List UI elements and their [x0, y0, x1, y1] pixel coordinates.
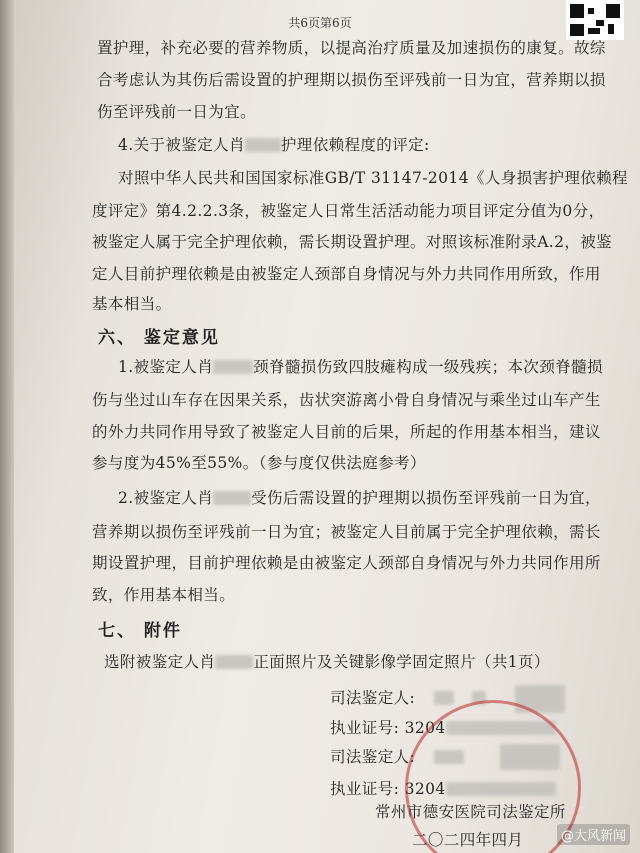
- paragraph-line: 的外力共同作用导致了被鉴定人目前的后果，所起的作用基本相当，建议: [92, 423, 601, 441]
- license-number: 3204: [404, 719, 446, 737]
- license-2: 执业证号: 3204: [330, 777, 556, 799]
- redacted-signature: [434, 691, 454, 705]
- paragraph-line: 营养期以损伤至评残前一日为宜；被鉴定人目前属于完全护理依赖，需长: [92, 523, 601, 541]
- item4-title: 4.关于被鉴定人肖 护理依赖程度的评定:: [118, 136, 430, 154]
- paragraph-line: 合考虑认为其伤后需设置的护理期以损伤至评残前一日为宜，营养期以损: [97, 71, 606, 89]
- redacted-name: [245, 138, 281, 152]
- opinion-2-line: 2.被鉴定人肖 受伤后需设置的护理期以损伤至评残前一日为宜，: [118, 489, 601, 507]
- paragraph-line: 致，作用基本相当。: [92, 586, 236, 604]
- paragraph-line: 对照中华人民共和国国家标准GB/T 31147-2014《人身损害护理依赖程: [118, 169, 628, 187]
- paragraph-line: 定人目前护理依赖是由被鉴定人颈部自身情况与外力共同作用所致，作用: [92, 265, 601, 283]
- redacted-name: [213, 491, 251, 505]
- news-watermark: @大风新闻: [557, 824, 630, 845]
- paragraph-line: 伤至评残前一日为宜。: [97, 103, 257, 121]
- section-heading-attachment: 七、 附件: [98, 621, 182, 641]
- paragraph-line: 度评定》第4.2.2.3条，被鉴定人日常生活活动能力项目评定分值为0分，: [92, 202, 605, 220]
- paragraph-line: 被鉴定人属于完全护理依赖，需长期设置护理。对照该标准附录A.2，被鉴: [92, 233, 613, 251]
- opinion-1-line: 1.被鉴定人肖 颈脊髓损伤致四肢瘫构成一级残疾；本次颈脊髓损: [118, 358, 603, 376]
- appraiser-1: 司法鉴定人:: [330, 685, 565, 713]
- attachment-line: 选附被鉴定人肖 正面照片及关键影像学固定照片（共1页）: [104, 653, 550, 671]
- paragraph-line: 伤与坐过山车存在因果关系，齿状突游离小骨自身情况与乘坐过山车产生: [92, 391, 601, 409]
- paragraph-line: 期设置护理，目前护理依赖是由被鉴定人颈部自身情况与外力共同作用所: [92, 554, 601, 572]
- page-fold-shadow: [0, 0, 14, 853]
- license-1: 执业证号: 3204: [330, 716, 556, 738]
- signing-date: 二〇二四年四月: [412, 831, 524, 849]
- page-number-header: 共6页第6页: [288, 16, 352, 30]
- paragraph-line: 参与度为45%至55%。（参与度仅供法庭参考）: [92, 454, 426, 472]
- paragraph-line: 基本相当。: [92, 295, 172, 313]
- section-heading-opinion: 六、 鉴定意见: [98, 328, 220, 348]
- institute-name: 常州市德安医院司法鉴定所: [375, 803, 566, 821]
- redacted-name: [213, 360, 253, 374]
- appraiser-2: 司法鉴定人:: [330, 744, 560, 770]
- paragraph-line: 置护理，补充必要的营养物质，以提高治疗质量及加速损伤的康复。故综: [97, 39, 606, 57]
- redacted-name: [215, 655, 253, 669]
- license-number: 3204: [404, 780, 446, 798]
